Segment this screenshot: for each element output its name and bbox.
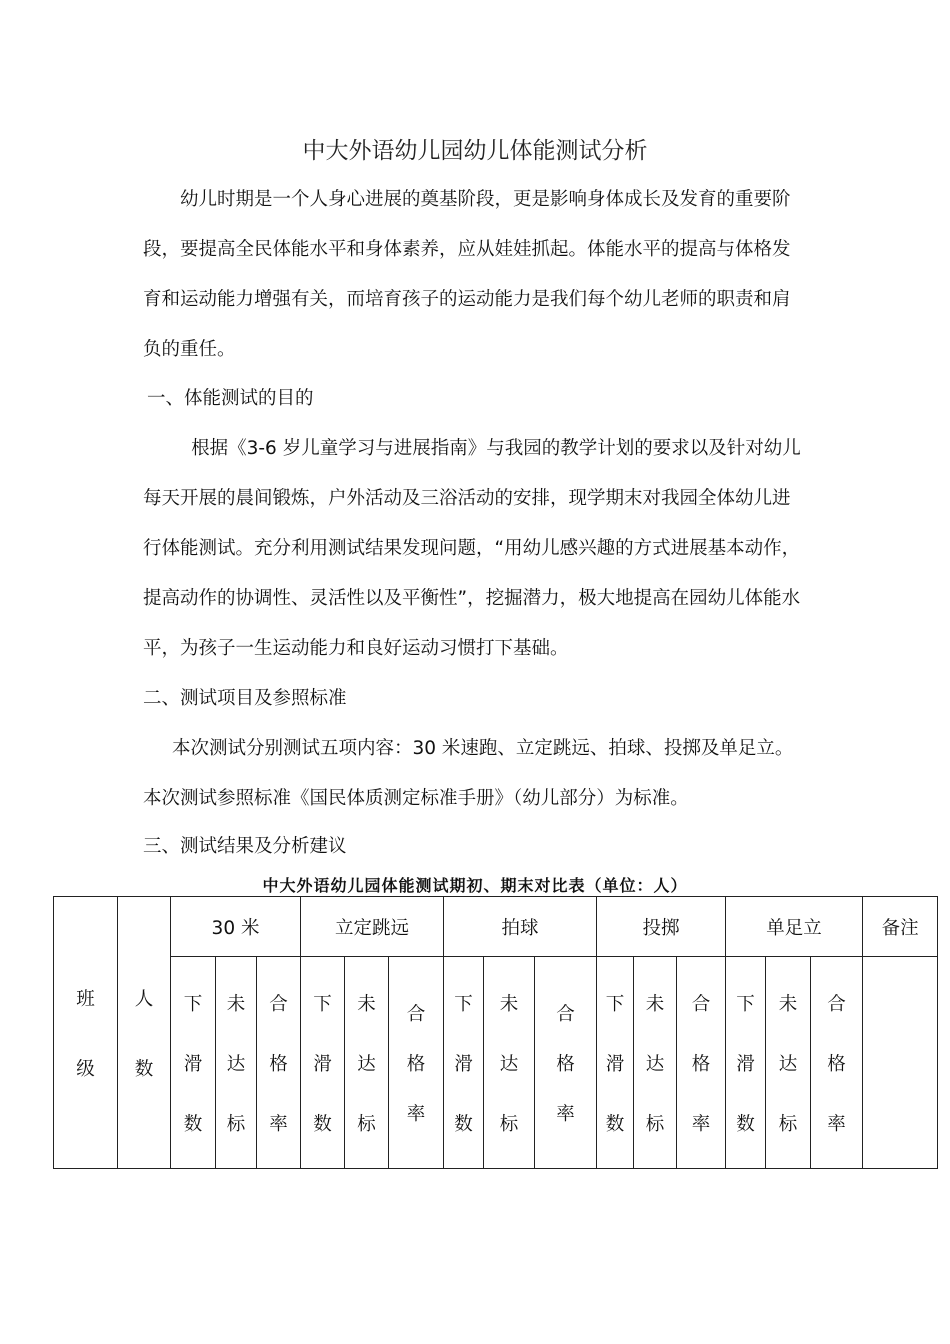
table-caption: 中大外语幼儿园体能测试期初、期末对比表（单位：人） [262,876,688,895]
header-group-30m: 30 米 [171,897,301,957]
sub-pass-rate: 合 格 率 [535,957,597,1169]
sub-fail: 未 达 标 [216,957,257,1169]
header-remark: 备注 [863,897,938,957]
page-title: 中大外语幼儿园幼儿体能测试分析 [302,138,648,164]
section2-line1: 本次测试分别测试五项内容：30 米速跑、立定跳远、拍球、投掷及单足立。 [172,738,794,759]
sub-pass-rate: 合 格 率 [677,957,726,1169]
sub-decline: 下 滑 数 [444,957,484,1169]
header-group-throw: 投掷 [597,897,726,957]
sub-decline: 下 滑 数 [726,957,766,1169]
sub-decline: 下 滑 数 [171,957,216,1169]
header-count-char: 人 [134,988,154,1010]
sub-fail: 未 达 标 [634,957,677,1169]
header-count-char: 数 [134,1058,154,1080]
sub-pass-rate: 合 格 率 [257,957,301,1169]
intro-paragraph: 幼儿时期是一个人身心进展的奠基阶段，更是影响身体成长及发育的重要阶段，要提高全民体能水平和身体素养，应从娃娃抓起。体能水平的提高与体格发育和运动能力增强有关，而培育孩子的运动能力是我们每个幼儿老师的职责和肩负的重任。 [143,189,791,360]
sub-decline: 下 滑 数 [597,957,634,1169]
header-class [54,897,118,1169]
header-group-single-leg: 单足立 [726,897,863,957]
section3-heading: 三、测试结果及分析建议 [143,836,347,857]
header-class-char: 班 [76,988,95,1010]
sub-pass-rate: 合 格 率 [811,957,863,1169]
header-count [118,897,171,1169]
header-class-char: 级 [76,1058,95,1080]
section1-paragraph: 根据《3-6 岁儿童学习与进展指南》与我园的教学计划的要求以及针对幼儿每天开展的晨间锻炼，户外活动及三浴活动的安排，现学期末对我园全体幼儿进行体能测试。充分利用测试结果发现问题，“用幼儿感兴趣的方式进展基本动作，提高动作的协调性、灵活性以及平衡性”，挖掘潜力，极大地提高在园幼儿体能水平，为孩子一生运动能力和良好运动习惯打下基础。 [143,438,801,659]
header-group-long-jump: 立定跳远 [301,897,444,957]
header-group-ball-bounce: 拍球 [444,897,597,957]
sub-fail: 未 达 标 [345,957,389,1169]
section2-heading: 二、测试项目及参照标准 [143,688,347,709]
results-table [53,896,938,1169]
section2-line2: 本次测试参照标准《国民体质测定标准手册》（幼儿部分）为标准。 [143,788,689,809]
sub-fail: 未 达 标 [484,957,535,1169]
sub-decline: 下 滑 数 [301,957,345,1169]
sub-pass-rate: 合 格 率 [389,957,444,1169]
sub-fail: 未 达 标 [766,957,811,1169]
remark-cell [863,957,938,1169]
section1-heading: 一、体能测试的目的 [147,388,314,409]
